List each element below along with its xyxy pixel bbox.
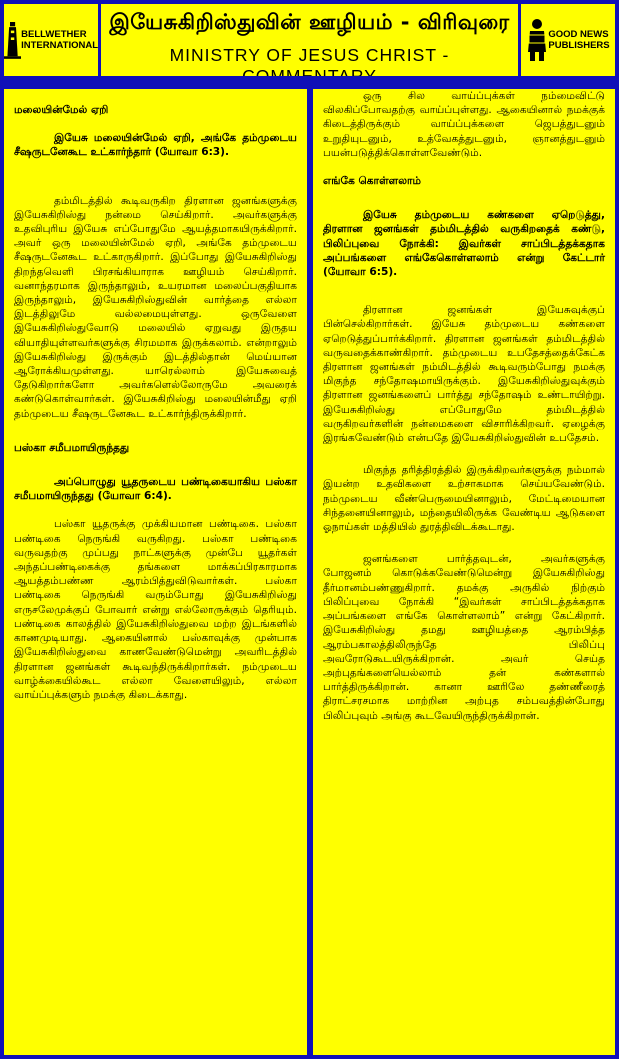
header-divider [4,76,615,89]
commentary-paragraph: திரளான ஜனங்கள் இயேசுவுக்குப் பின்செல்கிறார்கள். இயேசு தம்முடைய கண்களை ஏறெடுத்துப்பார்க்கிறார். திரளான ஜனங்கள் தம்மிடத்தில் வருவதைக்காண்கிறார். தம்முடைய உபதேசத்தைக்கேட்க திரளான ஜனங்கள் நம்மிடத்தில் கூடிவரும்போது நமக்கு மிகுந்த சந்தோஷமாயிருக்கும். இயேசுகிறிஸ்துவுக்கும் திரளான ஜனங்களைப் பார்த்து சந்தோஷம் உண்டாயிற்று. இயேசுகிறிஸ்து எப்போதுமே தம்மிடத்தில் வருகிறவர்களின் நன்மைகளை விசாரிக்கிறவர். ஏழைக்கு இரங்கவேண்டும் என்பதே இயேசுகிறிஸ்துவின் உபதேசம். [323,304,605,445]
title-tamil: இயேசுகிறிஸ்துவின் ஊழியம் - விரிவுரை [109,10,510,34]
commentary-paragraph: தம்மிடத்தில் கூடிவருகிற திரளான ஜனங்களுக்கு இயேசுகிறிஸ்து நன்மை செய்கிறார். அவர்களுக்கு உதவிபுரிய இயேசு எப்போதுமே ஆயத்தமாகயிருக்கிறார். அவர் ஒரு மலையின்மேல் ஏறி, அங்கே தம்முடைய சீஷருடனேகூட உட்காருகிறார். இப்போது இயேசுகிறிஸ்து திறந்தவெளி பிரசங்கியாராக ஊழியம் செய்கிறார். வனாந்தரமாக இருந்தாலும், உயரமான மலைப்பகுதியாக இருந்தாலும், இயேசுகிறிஸ்துவின் வார்த்தை எல்லா இடத்திலுமே வல்லமையுள்ளது. ஒருவேளை இயேசுகிறிஸ்துவோடு மலையில் ஏறுவது இருதய வியாதியுள்ளவர்களுக்கு சிரமமாக இருக்கலாம். என்றாலும் இயேசுகிறிஸ்து இருக்கும் இடத்தில்தான் மெய்யான ஆரோக்கியமுள்ளது. யாரெல்லாம் இயேசுவைத் தேடுகிறார்களோ அவர்களெல்லோருமே அவரைக் கண்டுகொள்வார்கள். இயேசுகிறிஸ்து மலையின்மீது ஏறி தம்முடைய சீஷருடனேகூட உட்கார்ந்திருக்கிறார். [14,194,297,420]
right-column [313,89,615,1055]
goodnews-logo-text [548,29,609,51]
section-heading: எங்கே கொள்ளலாம் [323,175,422,188]
bellwether-logo-text [21,29,98,51]
section-heading: பஸ்கா சமீபமாயிருந்தது [14,441,130,454]
section-heading: மலையின்மேல் ஏறி [14,104,109,116]
goodnews-logo [518,4,615,76]
scripture-verse: அப்பொழுது யூதருடைய பண்டிகையாகிய பஸ்கா சமீபமாயிருந்தது (யோவா 6:4). [14,476,297,503]
commentary-paragraph: ஜனங்களை பார்த்தவுடன், அவர்களுக்கு போஜனம் கொடுக்கவேண்டுமென்று இயேசுகிறிஸ்து தீர்மானம்பண்ணுகிறார். தமக்கு அருகில் நிற்கும் பிலிப்புவை நோக்கி “இவர்கள் சாப்பிடத்தக்கதாக அப்பங்களை எங்கே கொள்ளலாம்” என்று கேட்கிறார். இயேசுகிறிஸ்து தமது ஊழியத்தை ஆரம்பித்த ஆரம்பகாலத்திலிருந்தே பிலிப்பு அவரோடுகூடயிருக்கிறான். அவர் செய்த அற்புதங்களையெல்லாம் தன் கண்களால் பார்த்திருக்கிறான். கானா ஊரிலே தண்ணீரைத் திராட்சரசமாக மாற்றின அற்புத சம்பவத்தின்போது பிலிப்புவும் அங்கு கூடவேயிருந்திருக்கிறான். [323,553,605,722]
bellwether-logo [4,4,101,76]
title-block [108,4,511,76]
commentary-paragraph: மிகுந்த தரித்திரத்தில் இருக்கிறவர்களுக்கு நம்மால் இயன்ற உதவிகளை உற்சாகமாக செய்யவேண்டும். நம்முடைய வீண்பெருமையினாலும், மேட்டிமையான சிந்தனையினாலும், மந்தையிலிருக்க வேண்டிய ஆடுகளை ஓநாய்கள் மத்தியில் துரத்திவிடக்கூடாது. [323,464,605,534]
header [4,4,615,76]
left-logo-line2: INTERNATIONAL [21,40,98,51]
left-column [4,89,307,1055]
man-reading-icon [526,18,548,62]
commentary-paragraph: பஸ்கா யூதருக்கு முக்கியமான பண்டிகை. பஸ்கா பண்டிகை நெருங்கி வருகிறது. பஸ்கா பண்டிகை வருவதற்கு முப்பது நாட்களுக்கு முன்பே யூதர்கள் அந்தப்பண்டிகைக்கு தங்களை மாக்கப்பிரகாரமாக ஆயத்தம்பண்ண ஆரம்பித்துவிடுவார்கள். பஸ்கா பண்டிகை நெருங்கி வரும்போது இயேசுகிறிஸ்து எருசலேமுக்குப் போவார் என்று எல்லோருக்கும் தெரியும். பண்டிகை காலத்தில் இயேசுகிறிஸ்துவை மற்ற இடங்களில் காணமுடியாது. ஆகையினால் பஸ்காவுக்கு முன்பாக இயேசுகிறிஸ்துவை காணவேண்டுமென்று அவரிடத்தில் திரளான ஜனங்கள் கூடிவந்திருக்கிறார்கள். நம்முடைய வாழ்க்கையில்கூட எல்லா வேளையிலும், எல்லா வாய்ப்புக்களும் நமக்கு கிடைக்காது. [14,518,297,701]
scripture-verse: இயேசு தம்முடைய கண்களை ஏறெடுத்து, திரளான ஜனங்கள் தம்மிடத்தில் வருகிறதைக் கண்டு, பிலிப்புவை நோக்கி: இவர்கள் சாப்பிடத்தக்கதாக அப்பங்களை எங்கேகொள்ளலாம் என்று கேட்டார் (யோவா 6:5). [323,209,605,279]
title-english: MINISTRY OF JESUS CHRIST - [169,45,450,65]
right-logo-line2: PUBLISHERS [548,40,610,51]
scripture-verse: இயேசு மலையின்மேல் ஏறி, அங்கே தம்முடைய சீஷருடனேகூட உட்கார்ந்தார் (யோவா 6:3). [14,132,297,159]
left-logo-line1: BELLWETHER [21,29,87,40]
right-logo-line1: GOOD NEWS [548,29,609,40]
commentary-paragraph: ஒரு சில வாய்ப்புக்கள் நம்மைவிட்டு விலகிப்போவதற்கு வாய்ப்புள்ளது. ஆகையினால் நமக்குக் கிடைத்திருக்கும் வாய்ப்புக்களை ஜெபத்துடனும் உறுதியுடனும், உத்வேகத்துடனும், ஞானத்துடனும் பயன்படுத்திக்கொள்ளவேண்டும். [323,90,605,159]
lighthouse-icon [4,17,21,63]
